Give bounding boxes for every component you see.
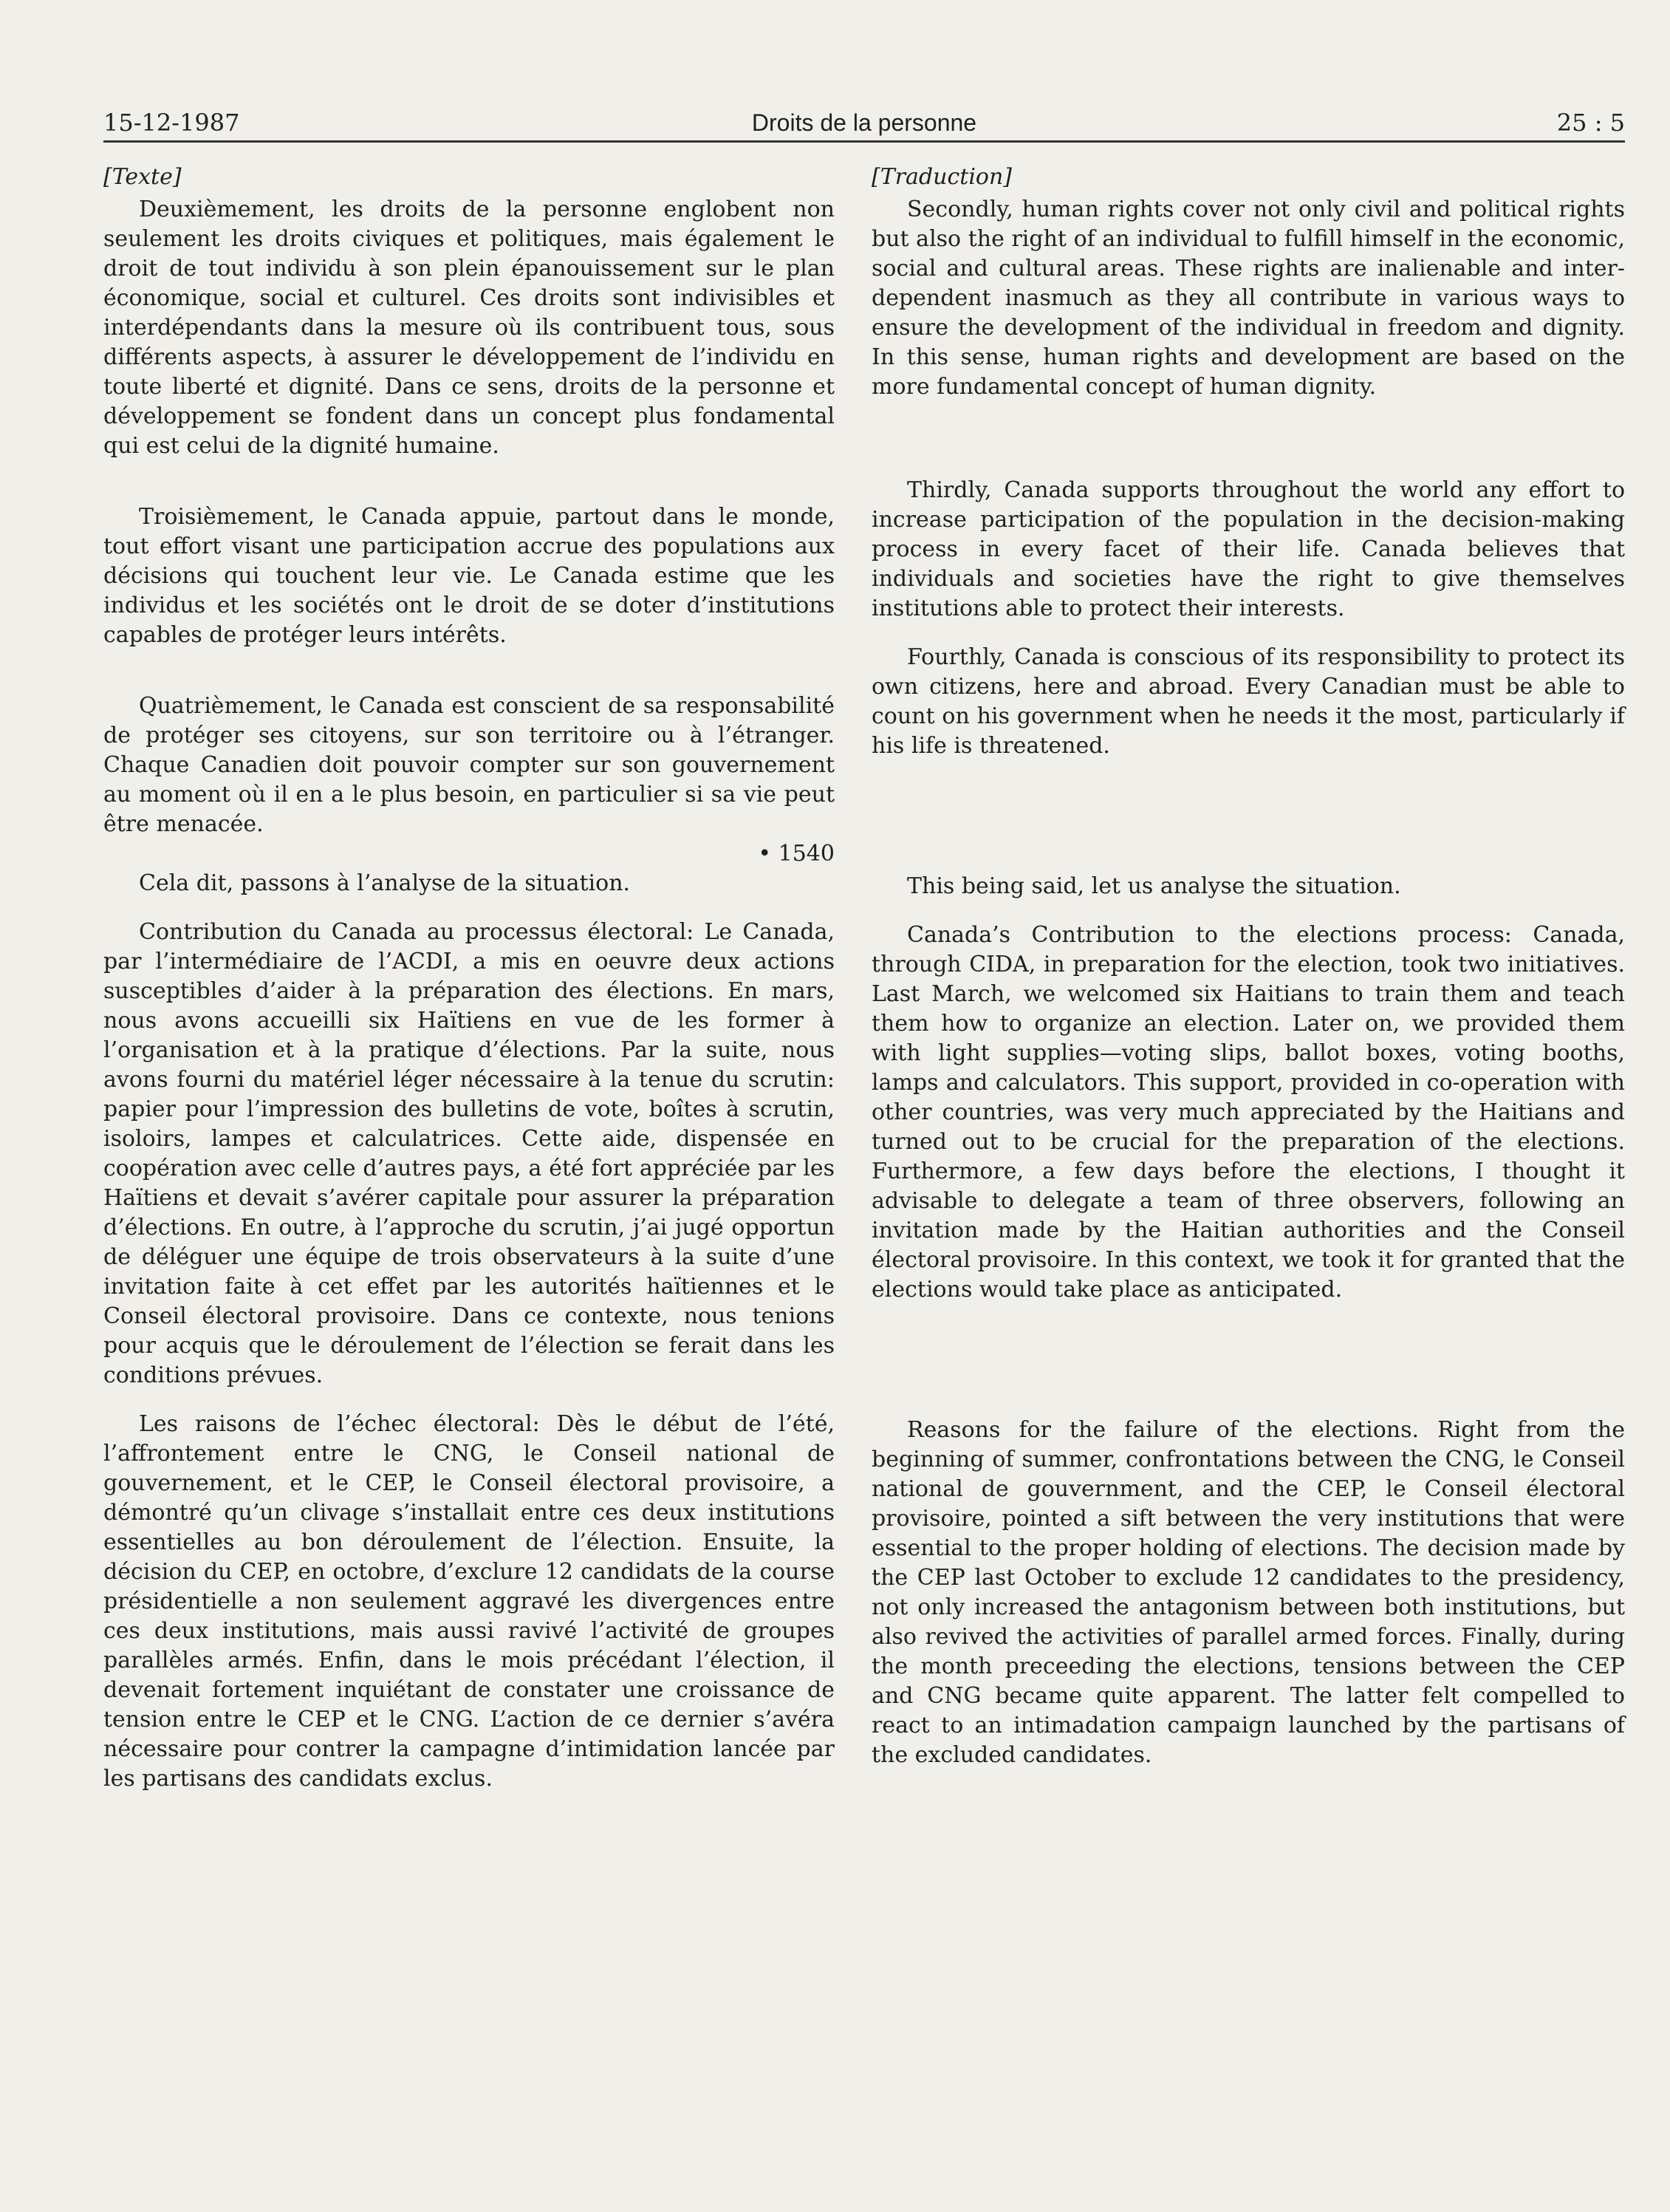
page-header — [103, 103, 1625, 142]
french-column — [103, 163, 835, 1794]
english-paragraph: Fourthly, Canada is conscious of its responsibility to protect its own citizens, here and abroad. Every Canadian must be able to count on his government when he needs it the most, particularly if his life is threatened. — [872, 644, 1625, 759]
english-paragraph: Secondly, human rights cover not only civil and political rights but also the right of an individual to fulfill himself in the economic, social and cultural areas. These rights are inalienable and inter-dependent inasmuch as they all contribute in various ways to ensure the development of the individual in freedom and dignity. In this sense, human rights and development are based on the more fundamental concept of human dignity. — [872, 197, 1625, 400]
english-paragraph: Reasons for the failure of the elections. Right from the beginning of summer, confrontations between the CNG, le Conseil national de gouvernment, and the CEP, le Conseil électoral provisoire, pointed a sift between the very institutions that were essential to the proper holding of elections. The decision made by the CEP last October to exclude 12 candidates to the presidency, not only increased the antagonism between both institutions, but also revived the activities of parallel armed forces. Finally, during the month preceeding the elections, tensions between the CEP and CNG became quite apparent. The latter felt compelled to react to an intimadation campaign launched by the partisans of the excluded candidates. — [872, 1417, 1625, 1768]
english-column — [872, 163, 1625, 1770]
french-paragraph: Cela dit, passons à l’analyse de la situation. — [139, 870, 631, 896]
time-marker: • 1540 — [758, 841, 835, 867]
french-paragraph: Quatrièmement, le Canada est conscient de sa responsabilité de protéger ses citoyens, sur son territoire ou à l’étranger. Chaque Canadien doit pouvoir compter sur son gouvernement au moment où il en a le plus besoin, en particulier si sa vie peut être menacée. — [103, 693, 835, 837]
header-date: 15-12-1987 — [103, 109, 240, 137]
header-page-number: 25 : 5 — [1556, 109, 1625, 137]
french-paragraph: Les raisons de l’échec électoral: Dès le début de l’été, l’affrontement entre le CNG, le Conseil national de gouvernement, et le CEP, le Conseil électoral provisoire, a démontré qu’un clivage s’installait entre ces deux institutions essentielles au bon déroulement de l’élection. Ensuite, la décision du CEP, en octobre, d’exclure 12 candidats de la course présidentielle a non seulement aggravé les divergences entre ces deux institutions, mais aussi ravivé l’activité de groupes parallèles armés. Enfin, dans le mois précédant l’élection, il devenait fortement inquiétant de constater une croissance de tension entre le CEP et le CNG. L’action de ce dernier s’avéra nécessaire pour contrer la campagne d’intimidation lancée par les partisans des candidats exclus. — [103, 1411, 835, 1792]
french-paragraph: Troisièmement, le Canada appuie, partout dans le monde, tout effort visant une participation accrue des populations aux décisions qui touchent leur vie. Le Canada estime que les individus et les sociétés ont le droit de se doter d’institutions capables de protéger leurs intérêts. — [103, 504, 835, 648]
french-paragraph: Contribution du Canada au processus électoral: Le Canada, par l’intermédiaire de l’ACDI, a mis en oeuvre deux actions susceptibles d’aider à la préparation des élections. En mars, nous avons accueilli six Haïtiens en vue de les former à l’organisation et à la pratique d’élections. Par la suite, nous avons fourni du matériel léger nécessaire à la tenue du scrutin: papier pour l’impression des bulletins de vote, boîtes à scrutin, isoloirs, lampes et calculatrices. Cette aide, dispensée en coopération avec celle d’autres pays, a été fort appréciée par les Haïtiens et devait s’avérer capitale pour assurer la préparation d’élections. En outre, à l’approche du scrutin, j’ai jugé opportun de déléguer une équipe de trois observateurs à la suite d’une invitation faite à cet effet par les autorités haïtiennes et le Conseil électoral provisoire. Dans ce contexte, nous tenions pour acquis que le déroulement de l’élection se ferait dans les conditions prévues. — [103, 919, 835, 1388]
french-paragraph: Deuxièmement, les droits de la personne englobent non seulement les droits civiques et politiques, mais également le droit de tout individu à son plein épanouissement sur le plan économique, social et culturel. Ces droits sont indivisibles et interdépendants dans la mesure où ils contribuent tous, sous différents aspects, à assurer le développement de l’individu en toute liberté et dignité. Dans ce sens, droits de la personne et développement se fondent dans un concept plus fondamental qui est celui de la dignité humaine. — [103, 197, 835, 459]
english-label: [Traduction] — [872, 164, 1013, 190]
english-paragraph: Canada’s Contribution to the elections process: Canada, through CIDA, in preparation for the election, took two initiatives. Last March, we welcomed six Haitians to train them and teach them how to organize an election. Later on, we provided them with light supplies—voting slips, ballot boxes, voting booths, lamps and calculators. This support, provided in co-operation with other countries, was very much appreciated by the Haitians and turned out to be crucial for the preparation of the elections. Furthermore, a few days before the elections, I thought it advisable to delegate a team of three observers, following an invitation made by the Haitian authorities and the Conseil électoral provisoire. In this context, we took it for granted that the elections would take place as anticipated. — [872, 922, 1625, 1303]
french-label: [Texte] — [103, 164, 182, 190]
english-paragraph: This being said, let us analyse the situation. — [907, 873, 1401, 899]
english-paragraph: Thirdly, Canada supports throughout the world any effort to increase participation of the population in the decision-making process in every facet of their life. Canada believes that individuals and societies have the right to give themselves institutions able to protect their interests. — [872, 477, 1625, 621]
header-title: Droits de la personne — [751, 109, 977, 136]
header-rule — [103, 140, 1625, 143]
